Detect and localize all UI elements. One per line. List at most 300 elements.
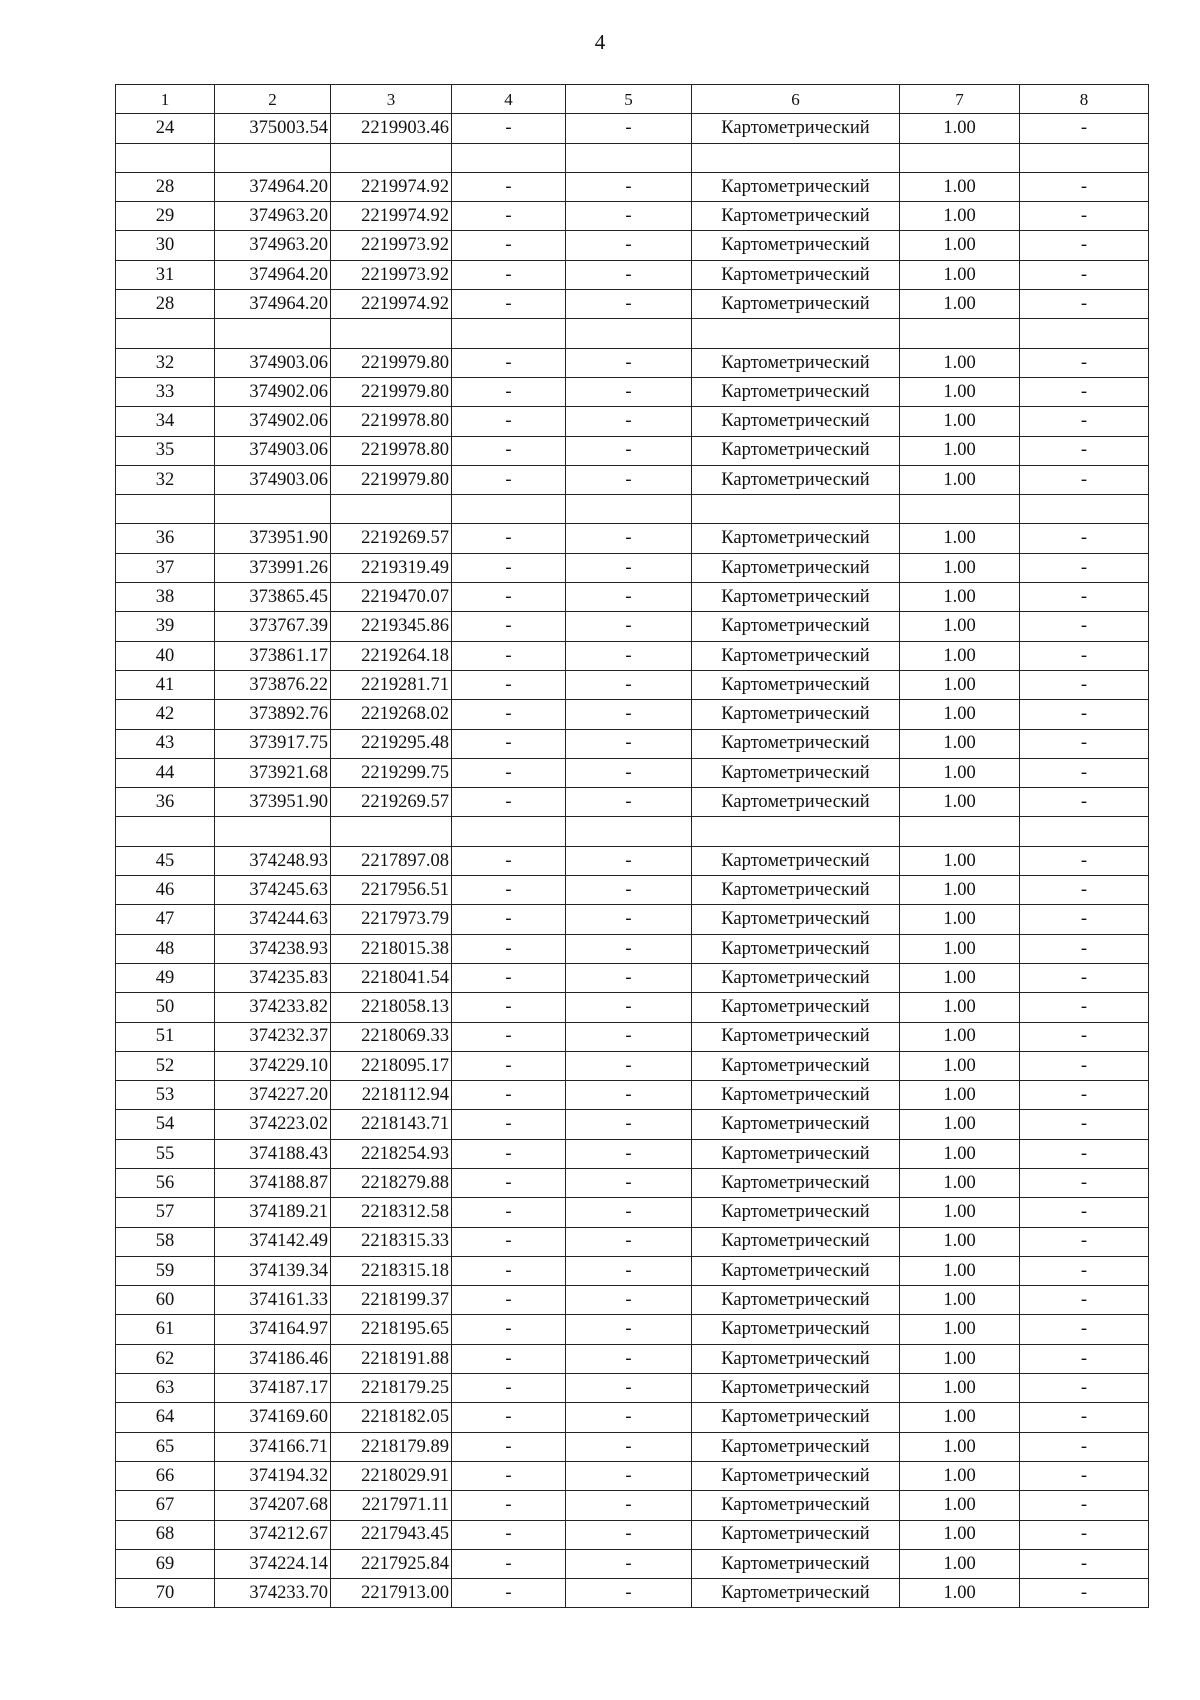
cell-y-coordinate: 2219345.86 [331, 612, 452, 641]
cell-y-coordinate: 2217956.51 [331, 876, 452, 905]
table-row [116, 612, 1149, 641]
cell-x-coordinate: 374964.20 [215, 260, 331, 289]
table-row [116, 553, 1149, 582]
cell-precision: 1.00 [900, 583, 1020, 612]
cell-precision: 1.00 [900, 172, 1020, 201]
table-row [116, 1256, 1149, 1285]
cell-col-4: - [452, 114, 566, 143]
cell-precision: 1.00 [900, 377, 1020, 406]
cell-x-coordinate: 375003.54 [215, 114, 331, 143]
cell-col-4: - [452, 700, 566, 729]
cell-method: Картометрический [692, 1286, 900, 1315]
cell-point-number: 51 [116, 1022, 215, 1051]
cell-y-coordinate: 2218112.94 [331, 1081, 452, 1110]
cell-y-coordinate: 2219974.92 [331, 172, 452, 201]
cell-y-coordinate: 2218312.58 [331, 1198, 452, 1227]
cell-precision: 1.00 [900, 290, 1020, 319]
cell-col-4: - [452, 905, 566, 934]
cell-col-4 [452, 143, 566, 172]
cell-col-4: - [452, 260, 566, 289]
cell-point-number: 47 [116, 905, 215, 934]
cell-x-coordinate: 374248.93 [215, 846, 331, 875]
cell-y-coordinate: 2218315.18 [331, 1256, 452, 1285]
cell-col-8: - [1020, 1315, 1149, 1344]
cell-col-5: - [566, 1374, 692, 1403]
cell-col-8: - [1020, 700, 1149, 729]
column-header-1: 1 [116, 85, 215, 114]
cell-precision: 1.00 [900, 1520, 1020, 1549]
cell-point-number: 48 [116, 934, 215, 963]
cell-point-number: 53 [116, 1081, 215, 1110]
cell-col-8: - [1020, 436, 1149, 465]
cell-col-4: - [452, 876, 566, 905]
cell-col-8: - [1020, 1286, 1149, 1315]
cell-point-number: 30 [116, 231, 215, 260]
cell-col-4: - [452, 1081, 566, 1110]
cell-method: Картометрический [692, 1579, 900, 1608]
table-row [116, 1579, 1149, 1608]
cell-col-4: - [452, 172, 566, 201]
cell-col-8: - [1020, 114, 1149, 143]
cell-col-4: - [452, 1461, 566, 1490]
table-separator-row [116, 143, 1149, 172]
cell-col-4: - [452, 1139, 566, 1168]
cell-col-8: - [1020, 788, 1149, 817]
cell-method: Картометрический [692, 963, 900, 992]
cell-point-number: 60 [116, 1286, 215, 1315]
cell-method: Картометрический [692, 1461, 900, 1490]
cell-point-number: 59 [116, 1256, 215, 1285]
column-header-8: 8 [1020, 85, 1149, 114]
cell-col-5: - [566, 1344, 692, 1373]
column-header-4: 4 [452, 85, 566, 114]
table-separator-row [116, 319, 1149, 348]
cell-col-8: - [1020, 963, 1149, 992]
cell-col-5: - [566, 465, 692, 494]
cell-col-4: - [452, 1051, 566, 1080]
cell-x-coordinate: 374903.06 [215, 465, 331, 494]
table-row [116, 1286, 1149, 1315]
cell-col-5: - [566, 1110, 692, 1139]
cell-col-5: - [566, 1081, 692, 1110]
cell-x-coordinate: 373951.90 [215, 788, 331, 817]
cell-x-coordinate: 374244.63 [215, 905, 331, 934]
cell-method: Картометрический [692, 1549, 900, 1578]
cell-method: Картометрический [692, 172, 900, 201]
cell-precision: 1.00 [900, 436, 1020, 465]
cell-col-4: - [452, 231, 566, 260]
cell-method: Картометрический [692, 1256, 900, 1285]
cell-method: Картометрический [692, 1491, 900, 1520]
cell-precision: 1.00 [900, 524, 1020, 553]
cell-point-number: 56 [116, 1168, 215, 1197]
cell-col-4: - [452, 1227, 566, 1256]
cell-y-coordinate: 2219974.92 [331, 290, 452, 319]
cell-point-number: 36 [116, 524, 215, 553]
cell-col-8: - [1020, 1491, 1149, 1520]
cell-x-coordinate: 374903.06 [215, 436, 331, 465]
cell-col-8: - [1020, 465, 1149, 494]
cell-point-number: 38 [116, 583, 215, 612]
cell-point-number: 32 [116, 465, 215, 494]
table-header-row [116, 85, 1149, 114]
cell-precision [900, 817, 1020, 846]
cell-precision: 1.00 [900, 876, 1020, 905]
cell-method: Картометрический [692, 1198, 900, 1227]
cell-y-coordinate: 2218143.71 [331, 1110, 452, 1139]
cell-precision: 1.00 [900, 1403, 1020, 1432]
table-row [116, 963, 1149, 992]
cell-col-5: - [566, 1227, 692, 1256]
cell-col-8: - [1020, 348, 1149, 377]
table-row [116, 290, 1149, 319]
cell-col-5: - [566, 231, 692, 260]
cell-col-5: - [566, 993, 692, 1022]
cell-col-4: - [452, 729, 566, 758]
cell-col-5: - [566, 407, 692, 436]
table-row [116, 729, 1149, 758]
cell-col-5: - [566, 1051, 692, 1080]
cell-col-5: - [566, 1286, 692, 1315]
cell-point-number: 37 [116, 553, 215, 582]
cell-method: Картометрический [692, 1081, 900, 1110]
cell-col-8: - [1020, 1168, 1149, 1197]
cell-y-coordinate: 2217943.45 [331, 1520, 452, 1549]
cell-point-number: 61 [116, 1315, 215, 1344]
cell-precision: 1.00 [900, 1549, 1020, 1578]
cell-precision: 1.00 [900, 963, 1020, 992]
table-row [116, 641, 1149, 670]
cell-y-coordinate: 2219979.80 [331, 465, 452, 494]
cell-col-4: - [452, 436, 566, 465]
cell-method: Картометрический [692, 612, 900, 641]
cell-col-8: - [1020, 290, 1149, 319]
cell-col-5: - [566, 729, 692, 758]
cell-method: Картометрический [692, 114, 900, 143]
cell-col-5: - [566, 1198, 692, 1227]
cell-col-8: - [1020, 1374, 1149, 1403]
cell-col-8: - [1020, 1198, 1149, 1227]
cell-point-number: 63 [116, 1374, 215, 1403]
table-row [116, 758, 1149, 787]
cell-y-coordinate: 2218095.17 [331, 1051, 452, 1080]
table-row [116, 846, 1149, 875]
cell-col-4: - [452, 670, 566, 699]
cell-col-5: - [566, 172, 692, 201]
cell-method: Картометрический [692, 583, 900, 612]
cell-col-8: - [1020, 876, 1149, 905]
cell-point-number: 69 [116, 1549, 215, 1578]
cell-col-5: - [566, 758, 692, 787]
cell-col-4: - [452, 524, 566, 553]
cell-col-5: - [566, 1256, 692, 1285]
cell-y-coordinate: 2219979.80 [331, 348, 452, 377]
cell-x-coordinate: 373767.39 [215, 612, 331, 641]
cell-col-8: - [1020, 758, 1149, 787]
cell-col-8: - [1020, 1022, 1149, 1051]
cell-col-4: - [452, 290, 566, 319]
cell-method: Картометрический [692, 348, 900, 377]
cell-x-coordinate: 374902.06 [215, 377, 331, 406]
cell-col-8: - [1020, 377, 1149, 406]
cell-col-8: - [1020, 1403, 1149, 1432]
cell-precision: 1.00 [900, 1374, 1020, 1403]
cell-col-5: - [566, 583, 692, 612]
cell-x-coordinate: 374235.83 [215, 963, 331, 992]
table-row [116, 1022, 1149, 1051]
cell-col-5: - [566, 1139, 692, 1168]
cell-x-coordinate [215, 495, 331, 524]
cell-y-coordinate: 2218029.91 [331, 1461, 452, 1490]
cell-col-8: - [1020, 1461, 1149, 1490]
cell-col-4: - [452, 348, 566, 377]
cell-x-coordinate: 373876.22 [215, 670, 331, 699]
table-body [116, 114, 1149, 1608]
table-row [116, 1344, 1149, 1373]
cell-y-coordinate: 2218179.25 [331, 1374, 452, 1403]
cell-method: Картометрический [692, 641, 900, 670]
cell-y-coordinate: 2219281.71 [331, 670, 452, 699]
cell-col-5: - [566, 612, 692, 641]
cell-precision: 1.00 [900, 758, 1020, 787]
cell-method: Картометрический [692, 407, 900, 436]
cell-col-8 [1020, 143, 1149, 172]
cell-col-5: - [566, 377, 692, 406]
cell-x-coordinate: 374238.93 [215, 934, 331, 963]
cell-x-coordinate: 374186.46 [215, 1344, 331, 1373]
cell-x-coordinate: 374963.20 [215, 202, 331, 231]
cell-x-coordinate: 374224.14 [215, 1549, 331, 1578]
cell-method: Картометрический [692, 1432, 900, 1461]
cell-precision: 1.00 [900, 1110, 1020, 1139]
cell-point-number: 46 [116, 876, 215, 905]
cell-col-8 [1020, 817, 1149, 846]
cell-precision: 1.00 [900, 846, 1020, 875]
column-header-3: 3 [331, 85, 452, 114]
cell-point-number: 64 [116, 1403, 215, 1432]
cell-col-4: - [452, 1168, 566, 1197]
cell-precision: 1.00 [900, 1198, 1020, 1227]
cell-col-8: - [1020, 260, 1149, 289]
cell-point-number: 49 [116, 963, 215, 992]
cell-col-4: - [452, 583, 566, 612]
table-row [116, 993, 1149, 1022]
column-header-2: 2 [215, 85, 331, 114]
cell-precision [900, 319, 1020, 348]
table-row [116, 1432, 1149, 1461]
cell-col-5: - [566, 1579, 692, 1608]
cell-col-4: - [452, 963, 566, 992]
cell-method: Картометрический [692, 993, 900, 1022]
cell-x-coordinate: 374164.97 [215, 1315, 331, 1344]
cell-method: Картометрический [692, 465, 900, 494]
cell-precision: 1.00 [900, 348, 1020, 377]
cell-col-8: - [1020, 1432, 1149, 1461]
cell-col-8: - [1020, 846, 1149, 875]
cell-method: Картометрический [692, 260, 900, 289]
cell-point-number: 67 [116, 1491, 215, 1520]
cell-y-coordinate [331, 817, 452, 846]
cell-col-8: - [1020, 1579, 1149, 1608]
cell-method: Картометрический [692, 905, 900, 934]
cell-x-coordinate: 374169.60 [215, 1403, 331, 1432]
cell-x-coordinate: 374963.20 [215, 231, 331, 260]
cell-method: Картометрический [692, 1168, 900, 1197]
cell-col-8: - [1020, 993, 1149, 1022]
cell-point-number: 58 [116, 1227, 215, 1256]
cell-y-coordinate: 2219974.92 [331, 202, 452, 231]
cell-col-5: - [566, 1491, 692, 1520]
table-row [116, 231, 1149, 260]
cell-precision: 1.00 [900, 905, 1020, 934]
cell-x-coordinate: 374188.87 [215, 1168, 331, 1197]
cell-y-coordinate: 2218315.33 [331, 1227, 452, 1256]
cell-precision: 1.00 [900, 1461, 1020, 1490]
cell-col-8: - [1020, 1549, 1149, 1578]
cell-x-coordinate: 373861.17 [215, 641, 331, 670]
cell-col-5: - [566, 788, 692, 817]
cell-col-4: - [452, 641, 566, 670]
cell-point-number: 45 [116, 846, 215, 875]
cell-point-number: 57 [116, 1198, 215, 1227]
cell-col-5: - [566, 260, 692, 289]
cell-y-coordinate: 2219903.46 [331, 114, 452, 143]
cell-col-4: - [452, 788, 566, 817]
cell-col-5: - [566, 524, 692, 553]
cell-x-coordinate: 373921.68 [215, 758, 331, 787]
cell-point-number: 32 [116, 348, 215, 377]
cell-y-coordinate: 2219295.48 [331, 729, 452, 758]
cell-y-coordinate: 2217925.84 [331, 1549, 452, 1578]
cell-col-8: - [1020, 553, 1149, 582]
cell-y-coordinate: 2219978.80 [331, 407, 452, 436]
cell-col-5: - [566, 963, 692, 992]
cell-method: Картометрический [692, 1139, 900, 1168]
cell-y-coordinate: 2219470.07 [331, 583, 452, 612]
cell-x-coordinate: 374964.20 [215, 172, 331, 201]
cell-point-number: 28 [116, 290, 215, 319]
cell-x-coordinate: 374161.33 [215, 1286, 331, 1315]
cell-col-5: - [566, 290, 692, 319]
cell-method: Картометрический [692, 524, 900, 553]
cell-y-coordinate: 2218254.93 [331, 1139, 452, 1168]
cell-col-5 [566, 817, 692, 846]
table-separator-row [116, 495, 1149, 524]
cell-col-8: - [1020, 670, 1149, 699]
cell-x-coordinate [215, 143, 331, 172]
cell-method: Картометрический [692, 553, 900, 582]
cell-col-4: - [452, 934, 566, 963]
cell-method: Картометрический [692, 1227, 900, 1256]
cell-x-coordinate [215, 319, 331, 348]
table-row [116, 1491, 1149, 1520]
cell-col-8: - [1020, 1051, 1149, 1080]
cell-col-4 [452, 817, 566, 846]
table-row [116, 172, 1149, 201]
cell-method: Картометрический [692, 1344, 900, 1373]
cell-method: Картометрический [692, 876, 900, 905]
cell-method: Картометрический [692, 436, 900, 465]
cell-point-number: 39 [116, 612, 215, 641]
cell-col-5: - [566, 670, 692, 699]
cell-point-number: 66 [116, 1461, 215, 1490]
table-row [116, 465, 1149, 494]
table-row [116, 670, 1149, 699]
cell-y-coordinate: 2219319.49 [331, 553, 452, 582]
cell-method: Картометрический [692, 670, 900, 699]
cell-col-4: - [452, 202, 566, 231]
cell-col-4: - [452, 1256, 566, 1285]
cell-x-coordinate: 374902.06 [215, 407, 331, 436]
table-row [116, 1374, 1149, 1403]
cell-col-4: - [452, 1520, 566, 1549]
cell-col-4: - [452, 407, 566, 436]
cell-col-5: - [566, 1461, 692, 1490]
cell-col-5 [566, 495, 692, 524]
cell-col-4: - [452, 1579, 566, 1608]
cell-col-4: - [452, 1022, 566, 1051]
cell-x-coordinate: 374233.82 [215, 993, 331, 1022]
cell-precision: 1.00 [900, 1051, 1020, 1080]
column-header-6: 6 [692, 85, 900, 114]
table-row [116, 1461, 1149, 1490]
cell-y-coordinate: 2219269.57 [331, 524, 452, 553]
cell-col-4: - [452, 1374, 566, 1403]
cell-method: Картометрический [692, 1022, 900, 1051]
table-row [116, 1227, 1149, 1256]
cell-y-coordinate: 2217971.11 [331, 1491, 452, 1520]
cell-y-coordinate: 2219264.18 [331, 641, 452, 670]
cell-col-5: - [566, 934, 692, 963]
table-row [116, 1081, 1149, 1110]
cell-col-5: - [566, 1168, 692, 1197]
cell-col-8: - [1020, 905, 1149, 934]
cell-col-8: - [1020, 934, 1149, 963]
table-row [116, 1168, 1149, 1197]
cell-precision: 1.00 [900, 1491, 1020, 1520]
cell-col-8: - [1020, 1344, 1149, 1373]
table-row [116, 377, 1149, 406]
cell-y-coordinate: 2218191.88 [331, 1344, 452, 1373]
cell-y-coordinate: 2218041.54 [331, 963, 452, 992]
cell-y-coordinate: 2219973.92 [331, 231, 452, 260]
table-row [116, 905, 1149, 934]
table-row [116, 436, 1149, 465]
cell-precision: 1.00 [900, 1256, 1020, 1285]
cell-precision: 1.00 [900, 1432, 1020, 1461]
cell-method [692, 817, 900, 846]
cell-col-5: - [566, 641, 692, 670]
cell-col-4: - [452, 612, 566, 641]
cell-method [692, 495, 900, 524]
cell-col-8: - [1020, 1139, 1149, 1168]
cell-precision: 1.00 [900, 1315, 1020, 1344]
cell-x-coordinate: 374207.68 [215, 1491, 331, 1520]
cell-method: Картометрический [692, 377, 900, 406]
cell-point-number [116, 143, 215, 172]
cell-point-number: 43 [116, 729, 215, 758]
cell-col-5 [566, 319, 692, 348]
cell-precision: 1.00 [900, 1168, 1020, 1197]
coordinates-table [115, 84, 1149, 1608]
cell-method: Картометрический [692, 1315, 900, 1344]
cell-y-coordinate: 2218015.38 [331, 934, 452, 963]
page-number: 4 [594, 30, 606, 54]
cell-col-5: - [566, 1432, 692, 1461]
cell-x-coordinate: 373865.45 [215, 583, 331, 612]
cell-col-4: - [452, 1403, 566, 1432]
cell-point-number [116, 495, 215, 524]
